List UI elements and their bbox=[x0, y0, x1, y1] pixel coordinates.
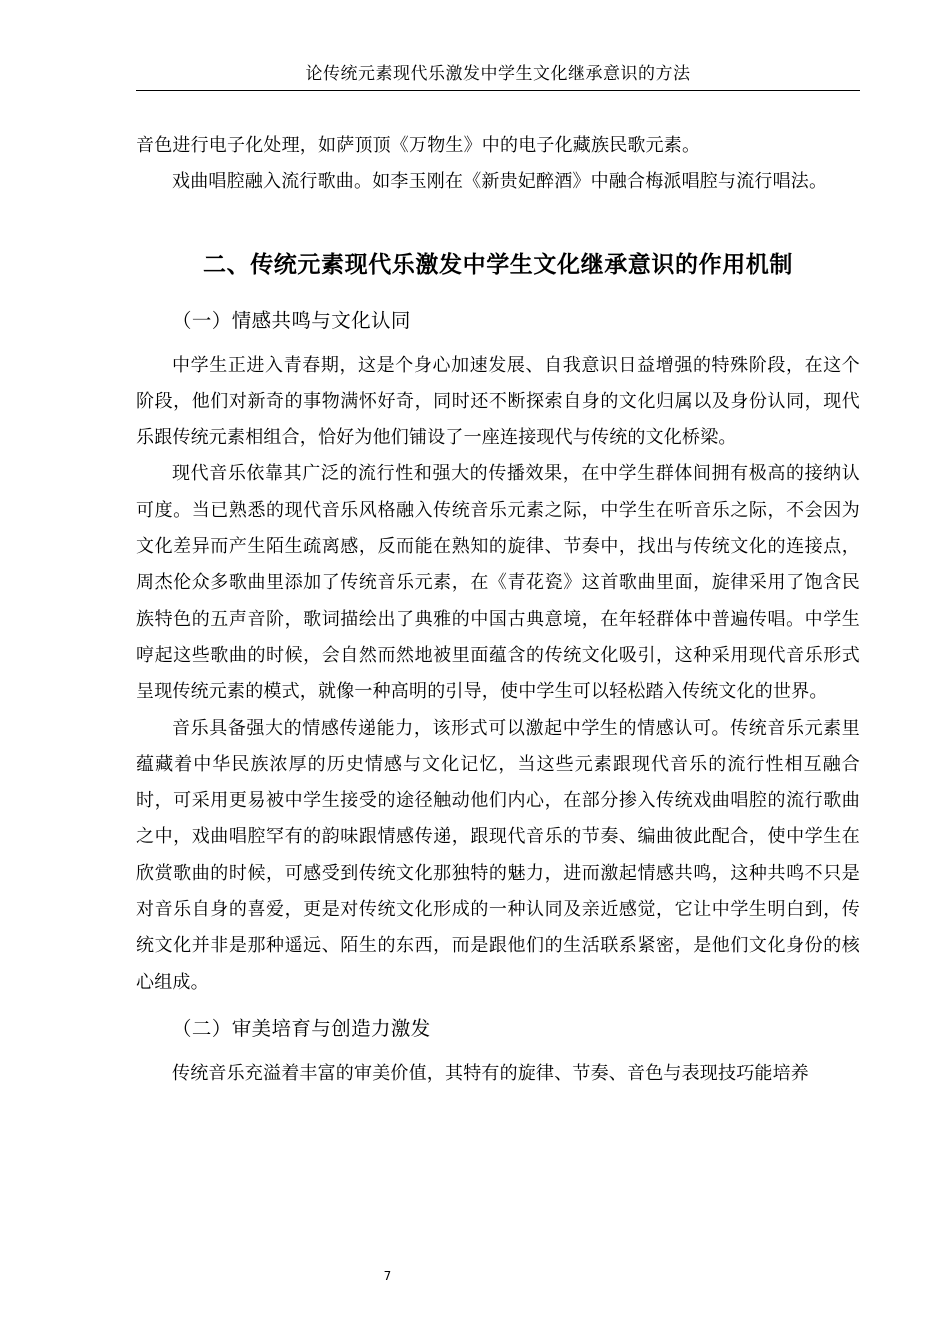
page-body bbox=[136, 128, 860, 1092]
section-heading: 二、传统元素现代乐激发中学生文化继承意识的作用机制 bbox=[203, 251, 793, 278]
subsection-heading-aesthetics: （二）审美培育与创造力激发 bbox=[172, 1016, 431, 1040]
header-rule bbox=[136, 90, 860, 91]
paragraph-emotional-transmission: 音乐具备强大的情感传递能力，该形式可以激起中学生的情感认可。传统音乐元素里蕴藏着中华民族浓厚的历史情感与文化记忆，当这些元素跟现代音乐的流行性相互融合时，可采用更易被中学生接受的途径触动他们内心，在部分掺入传统戏曲唱腔的流行歌曲之中，戏曲唱腔罕有的韵味跟情感传递，跟现代音乐的节奏、编曲彼此配合，使中学生在欣赏歌曲的时候，可感受到传统文化那独特的魅力，进而激起情感共鸣，这种共鸣不只是对音乐自身的喜爱，更是对传统文化形成的一种认同及亲近感觉，它让中学生明白到，传统文化并非是那种遥远、陌生的东西，而是跟他们的生活联系紧密，是他们文化身份的核心组成。 bbox=[136, 717, 860, 993]
paragraph-aesthetic-value: 传统音乐充溢着丰富的审美价值，其特有的旋律、节奏、音色与表现技巧能培养 bbox=[172, 1062, 809, 1084]
paragraph-opera-fusion: 戏曲唱腔融入流行歌曲。如李玉刚在《新贵妃醉酒》中融合梅派唱腔与流行唱法。 bbox=[172, 171, 828, 193]
continued-paragraph: 音色进行电子化处理，如萨顶顶《万物生》中的电子化藏族民歌元素。 bbox=[136, 135, 701, 156]
subsection-heading-emotion: （一）情感共鸣与文化认同 bbox=[172, 308, 411, 332]
running-header: 论传统元素现代乐激发中学生文化继承意识的方法 bbox=[305, 64, 691, 84]
paragraph-adolescence: 中学生正进入青春期，这是个身心加速发展、自我意识日益增强的特殊阶段，在这个阶段，他们对新奇的事物满怀好奇，同时还不断探索自身的文化归属以及身份认同，现代乐跟传统元素相组合，恰好为他们铺设了一座连接现代与传统的文化桥梁。 bbox=[136, 354, 860, 449]
paragraph-modern-music: 现代音乐依靠其广泛的流行性和强大的传播效果，在中学生群体间拥有极高的接纳认可度。当已熟悉的现代音乐风格融入传统音乐元素之际，中学生在听音乐之际，不会因为文化差异而产生陌生疏离感，反而能在熟知的旋律、节奏中，找出与传统文化的连接点，周杰伦众多歌曲里添加了传统音乐元素，在《青花瓷》这首歌曲里面，旋律采用了饱含民族特色的五声音阶，歌词描绘出了典雅的中国古典意境，在年轻群体中普遍传唱。中学生哼起这些歌曲的时候，会自然而然地被里面蕴含的传统文化吸引，这种采用现代音乐形式呈现传统元素的模式，就像一种高明的引导，使中学生可以轻松踏入传统文化的世界。 bbox=[136, 463, 860, 703]
page-number: 7 bbox=[383, 1269, 392, 1283]
